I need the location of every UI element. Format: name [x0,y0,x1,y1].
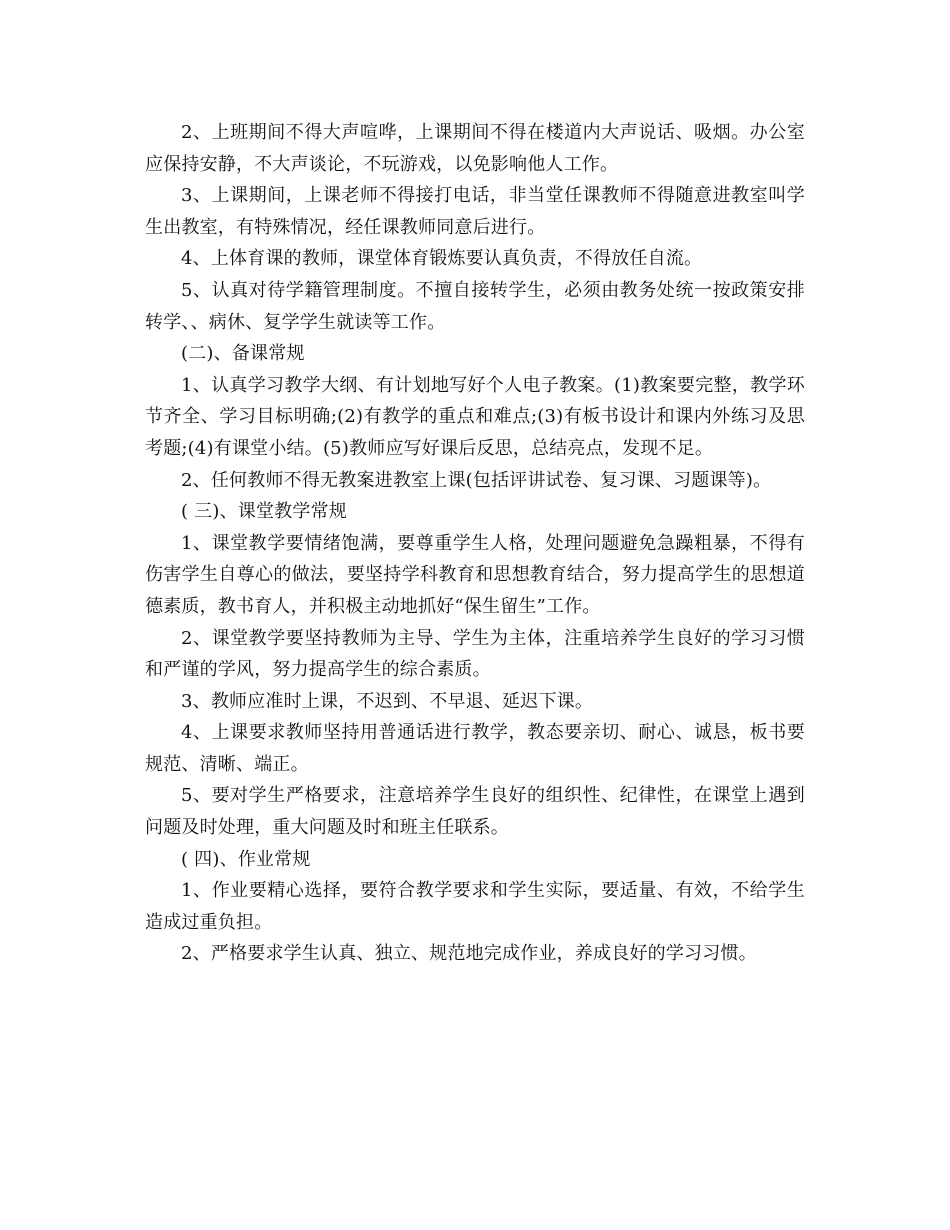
teaching-rule-1: 1、课堂教学要情绪饱满，要尊重学生人格，处理问题避免急躁粗暴，不得有伤害学生自尊心的做法，要坚持学科教育和思想教育结合，努力提高学生的思想道德素质，教书育人，并积极主动地抓好“保生留生”工作。 [145,532,805,617]
teaching-rule-4: 4、上课要求教师坚持用普通话进行教学，教态要亲切、耐心、诚恳，板书要规范、清晰、端正。 [145,722,805,775]
section-homework-heading: ( 四)、作业常规 [181,848,311,870]
section-lesson-prep-heading: (二)、备课常规 [181,343,305,365]
teaching-rule-2: 2、课堂教学要坚持教师为主导、学生为主体，注重培养学生良好的学习习惯和严谨的学风，努力提高学生的综合素质。 [145,627,805,681]
section-classroom-teaching-heading: ( 三)、课堂教学常规 [181,501,347,523]
rule-3-no-phone-calls: 3、上课期间，上课老师不得接打电话，非当堂任课教师不得随意进教室叫学生出教室，有特殊情况，经任课教师同意后进行。 [145,185,805,238]
homework-rule-1: 1、作业要精心选择，要符合教学要求和学生实际，要适量、有效，不给学生造成过重负担。 [145,880,805,933]
prep-rule-2: 2、任何教师不得无教案进教室上课(包括评讲试卷、复习课、习题课等)。 [181,469,772,491]
teaching-rule-3: 3、教师应准时上课，不迟到、不早退、延迟下课。 [181,690,594,712]
homework-rule-2: 2、严格要求学生认真、独立、规范地完成作业，养成良好的学习习惯。 [181,943,757,965]
prep-rule-1: 1、认真学习教学大纲、有计划地写好个人电子教案。(1)教案要完整，教学环节齐全、学习目标明确;(2)有教学的重点和难点;(3)有板书设计和课内外练习及思考题;(4)有课堂小结。(5)教师应写好课后反思，总结亮点，发现不足。 [145,374,805,459]
teaching-rule-5: 5、要对学生严格要求，注意培养学生良好的组织性、纪律性，在课堂上遇到问题及时处理，重大问题及时和班主任联系。 [145,785,805,839]
document-body [145,117,805,970]
rule-5-student-registry: 5、认真对待学籍管理制度。不擅自接转学生，必须由教务处统一按政策安排转学、、病休、复学学生就读等工作。 [145,279,805,333]
rule-4-pe-class: 4、上体育课的教师，课堂体育锻炼要认真负责，不得放任自流。 [181,248,703,270]
rule-2-workplace-quiet: 2、上班期间不得大声喧哗，上课期间不得在楼道内大声说话、吸烟。办公室应保持安静，不大声谈论，不玩游戏，以免影响他人工作。 [145,122,805,175]
